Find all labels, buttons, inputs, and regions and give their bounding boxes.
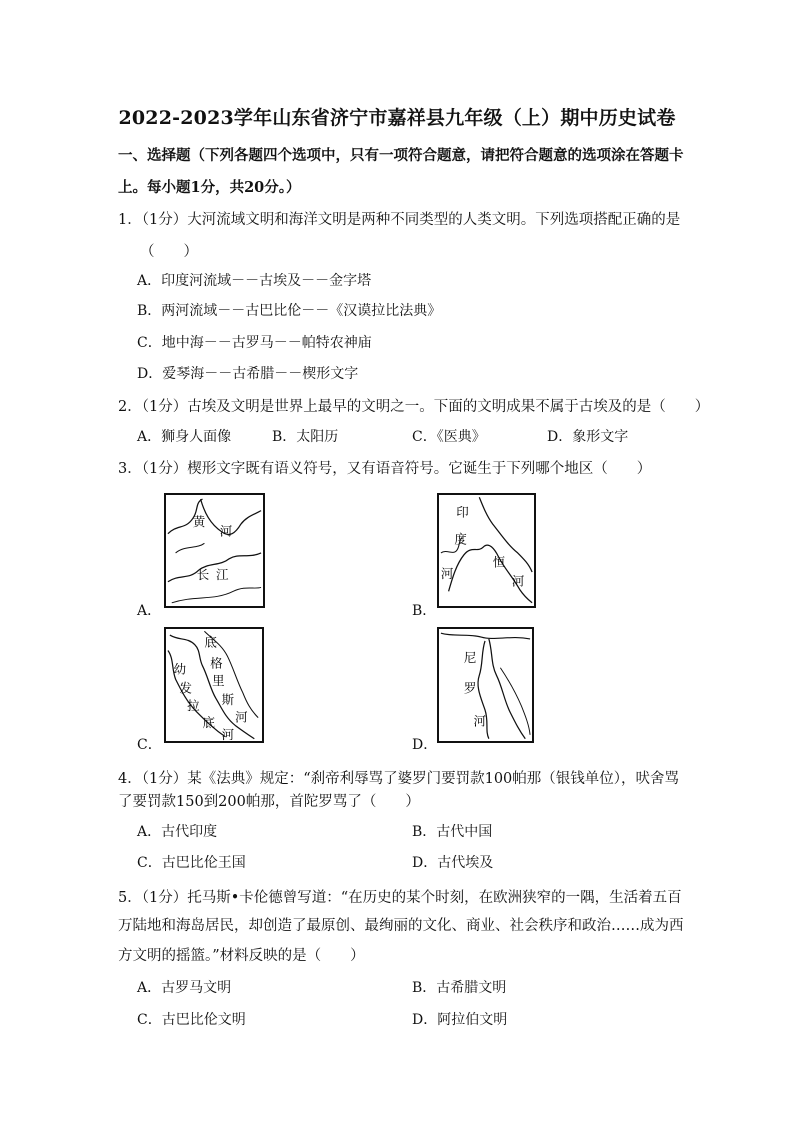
map-d-label-1: 尼 (463, 649, 477, 665)
map-b-label-1: 印 (456, 504, 469, 520)
question-1-option-a[interactable]: A．印度河流域－－古埃及－－金字塔 (137, 273, 372, 289)
question-3-option-c[interactable]: C． (137, 737, 162, 753)
question-4-option-c[interactable]: C．古巴比伦王国 (137, 855, 246, 871)
question-5-stem-line2: 万陆地和海岛居民，却创造了最原创、最绚丽的文化、商业、社会秩序和政治……成为西 (118, 918, 684, 934)
question-5-option-b[interactable]: B．古希腊文明 (412, 980, 507, 996)
question-4-option-b[interactable]: B．古代中国 (412, 824, 493, 840)
map-a-label-3: 长 (196, 566, 210, 582)
map-c-label-2: 发 (179, 680, 192, 696)
map-yellow-yangtze-rivers[interactable] (164, 493, 265, 608)
map-a-label-4: 江 (215, 566, 229, 582)
map-c-label-7: 斯 (221, 692, 235, 708)
question-3-stem: 3．（1分）楔形文字既有语义符号，又有语音符号。它诞生于下列哪个地区（ ） (118, 461, 652, 477)
map-c-label-1: 幼 (173, 661, 187, 677)
question-4-option-a[interactable]: A．古代印度 (137, 824, 218, 840)
map-a-label-2: 河 (219, 523, 233, 539)
question-2-option-c[interactable]: C．《医典》 (412, 429, 486, 445)
map-d-label-2: 罗 (463, 680, 477, 696)
question-4-option-d[interactable]: D．古代埃及 (412, 855, 494, 871)
question-1-option-b[interactable]: B．两河流域－－古巴比伦－－《汉谟拉比法典》 (137, 303, 442, 319)
question-1-option-d[interactable]: D．爱琴海－－古希腊－－楔形文字 (137, 366, 359, 382)
question-4-stem-line2: 了要罚款150到200帕那，首陀罗骂了（ ） (118, 794, 420, 810)
question-2-option-a[interactable]: A．狮身人面像 (137, 429, 232, 445)
question-2-stem: 2．（1分）古埃及文明是世界上最早的文明之一。下面的文明成果不属于古埃及的是（ ） (118, 399, 710, 415)
page-title: 2022-2023学年山东省济宁市嘉祥县九年级（上）期中历史试卷 (118, 107, 676, 129)
map-b-label-4: 恒 (492, 554, 506, 570)
map-nile-river[interactable] (437, 627, 534, 743)
question-3-option-a[interactable]: A． (137, 603, 162, 619)
map-c-label-4: 底 (204, 634, 217, 650)
question-5-stem-line3: 方文明的摇篮。”材料反映的是（ ） (118, 948, 365, 964)
map-c-label-5: 格 (210, 655, 223, 671)
question-2-option-b[interactable]: B．太阳历 (272, 429, 339, 445)
question-1-stem: 1．（1分）大河流域文明和海洋文明是两种不同类型的人类文明。下列选项搭配正确的是 (118, 212, 681, 228)
question-3-option-b[interactable]: B． (412, 603, 437, 619)
section-heading-line1: 一、选择题（下列各题四个选项中，只有一项符合题意，请把符合题意的选项涂在答题卡 (118, 147, 684, 164)
map-tigris-euphrates-rivers[interactable] (164, 627, 264, 743)
map-indus-ganges-rivers[interactable] (437, 493, 536, 608)
question-5-option-a[interactable]: A．古罗马文明 (137, 980, 232, 996)
map-c-label-9: 底 (202, 715, 215, 731)
question-5-option-c[interactable]: C．古巴比伦文明 (137, 1012, 246, 1028)
map-b-label-5: 河 (511, 573, 525, 589)
map-c-label-6: 里 (212, 673, 225, 688)
question-1-option-c[interactable]: C．地中海－－古罗马－－帕特农神庙 (137, 335, 372, 351)
map-c-label-8: 河 (235, 709, 248, 725)
map-b-label-2: 度 (454, 531, 467, 547)
question-3-option-d[interactable]: D． (412, 737, 438, 753)
question-5-stem-line1: 5．（1分）托马斯•卡伦德曾写道：“在历史的某个时刻，在欧洲狭窄的一隅，生活着五百 (118, 890, 682, 906)
map-d-label-3: 河 (473, 713, 486, 729)
map-c-label-3: 拉 (187, 697, 200, 713)
question-5-option-d[interactable]: D．阿拉伯文明 (412, 1012, 508, 1028)
question-1-blank: （ ） (140, 244, 198, 260)
section-heading-line2: 上。每小题1分，共20分。） (118, 179, 301, 196)
question-2-option-d[interactable]: D．象形文字 (547, 429, 629, 445)
map-b-label-3: 河 (440, 565, 454, 581)
map-a-label-1: 黄 (192, 514, 206, 530)
map-c-label-10: 河 (221, 726, 235, 741)
question-4-stem-line1: 4．（1分）某《法典》规定：“刹帝利辱骂了婆罗门要罚款100帕那（银钱单位），吠舍骂 (118, 771, 680, 787)
